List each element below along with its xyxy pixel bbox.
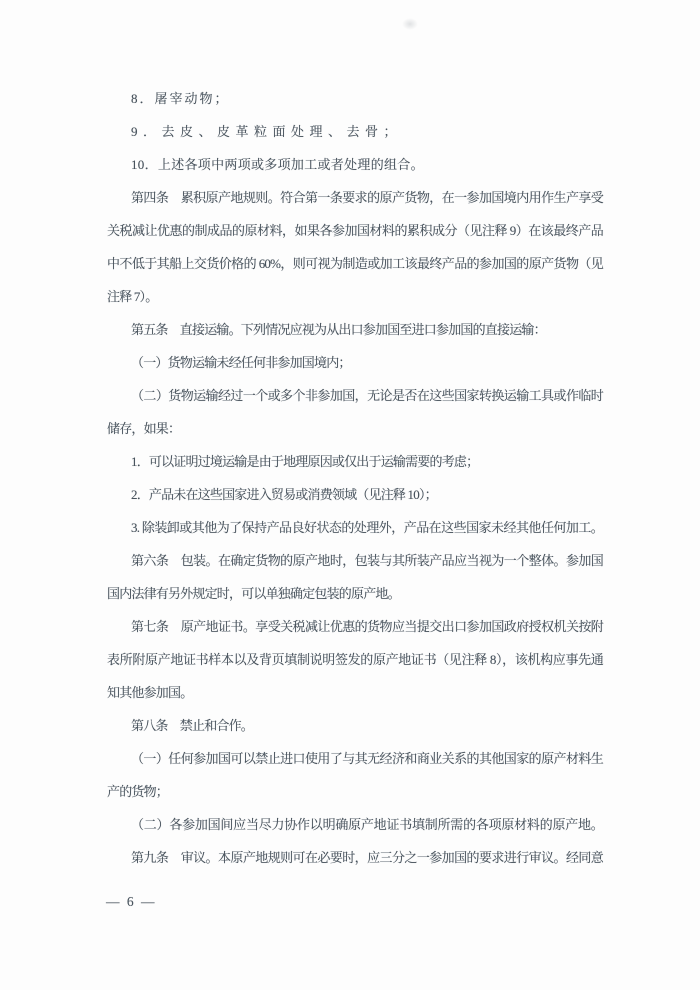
text-line: 中不低于其船上交货价格的 60%，则可视为制造或加工该最终产品的参加国的原产货物（见: [107, 256, 603, 271]
text-line: 第五条 直接运输。下列情况应视为从出口参加国至进口参加国的直接运输：: [131, 322, 546, 337]
text-line: 注释 7）。: [107, 289, 158, 304]
paragraph: [107, 346, 603, 379]
text-line: 8．屠宰动物；: [131, 91, 230, 106]
text-line: 关税减让优惠的制成品的原材料，如果各参加国材料的累积成分（见注释 9）在该最终产品: [107, 223, 603, 238]
scan-smudge: [402, 18, 418, 30]
paragraph: [107, 610, 603, 709]
text-line: 第六条 包装。在确定货物的原产地时，包装与其所装产品应当视为一个整体。参加国: [131, 553, 603, 568]
text-line: 2．产品未在这些国家进入贸易或消费领域（见注释 10）；: [131, 487, 437, 502]
text-line: 第九条 审议。本原产地规则可在必要时，应三分之一参加国的要求进行审议。经同意: [131, 850, 603, 865]
text-line: 储存，如果：: [107, 421, 181, 436]
paragraph: [107, 115, 603, 148]
text-line: 国内法律有另外规定时，可以单独确定包装的原产地。: [107, 586, 400, 601]
paragraph: [107, 544, 603, 610]
paragraph: [107, 82, 603, 115]
text-line: （二）各参加国间应当尽力协作以明确原产地证书填制所需的各项原材料的原产地。: [131, 817, 603, 832]
text-line: （二）货物运输经过一个或多个非参加国，无论是否在这些国家转换运输工具或作临时: [131, 388, 603, 403]
paragraph: [107, 445, 603, 478]
paragraph: [107, 478, 603, 511]
paragraph: [107, 709, 603, 742]
paragraph: [107, 181, 603, 313]
text-line: 知其他参加国。: [107, 685, 193, 700]
paragraph: [107, 148, 603, 181]
text-line: 产的货物；: [107, 784, 169, 799]
text-line: 3. 除装卸或其他为了保持产品良好状态的处理外，产品在这些国家未经其他任何加工。: [131, 520, 603, 535]
page-number: — 6 —: [106, 894, 157, 909]
paragraph: [107, 742, 603, 808]
text-line: 表所附原产地证书样本以及背页填制说明签发的原产地证书（见注释 8），该机构应事先通: [107, 652, 603, 667]
text-line: 第八条 禁止和合作。: [131, 718, 254, 733]
document-body: [107, 82, 603, 874]
paragraph: [107, 808, 603, 841]
text-line: （一）货物运输未经任何非参加国境内；: [131, 355, 351, 370]
text-line: 10．上述各项中两项或多项加工或者处理的组合。: [131, 157, 424, 172]
text-line: 9．去皮、皮革粒面处理、去骨；: [131, 124, 403, 139]
paragraph: [107, 379, 603, 445]
text-line: 1．可以证明过境运输是由于地理原因或仅出于运输需要的考虑；: [131, 454, 479, 469]
text-line: （一）任何参加国可以禁止进口使用了与其无经济和商业关系的其他国家的原产材料生: [131, 751, 603, 766]
paragraph: [107, 841, 603, 874]
paragraph: [107, 313, 603, 346]
paragraph: [107, 511, 603, 544]
text-line: 第七条 原产地证书。享受关税减让优惠的货物应当提交出口参加国政府授权机关按附: [131, 619, 603, 634]
text-line: 第四条 累积原产地规则。符合第一条要求的原产货物，在一参加国境内用作生产享受: [131, 190, 603, 205]
